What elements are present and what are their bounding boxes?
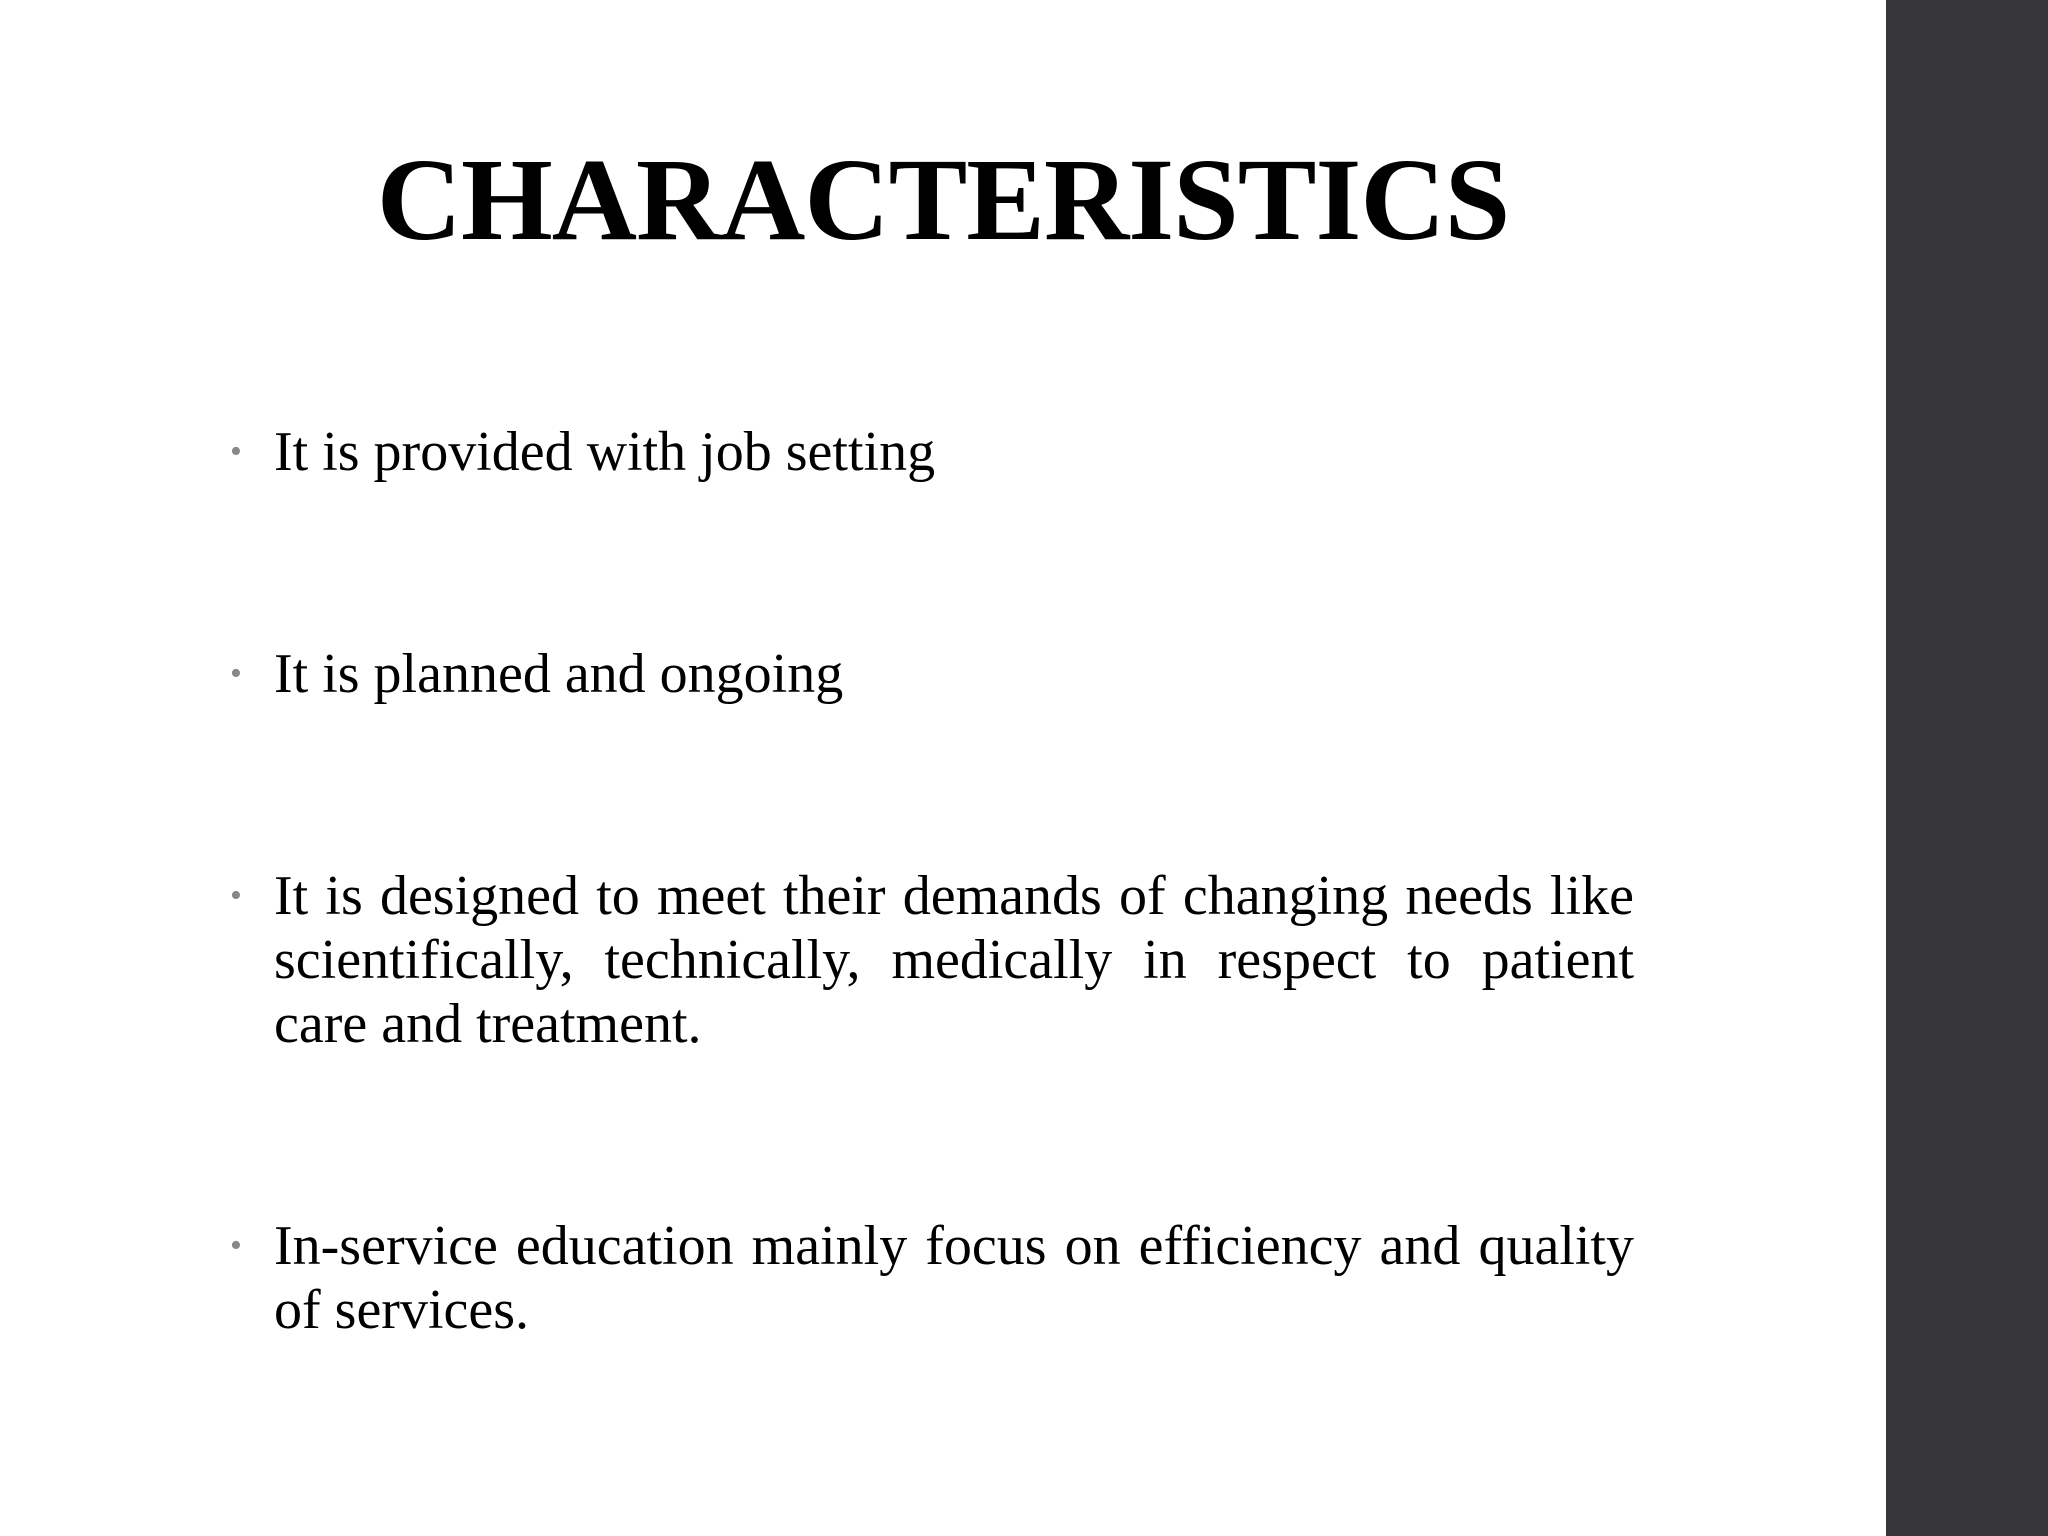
bullet-text: In-service education mainly focus on efficiency and quality of services. [274,1215,1634,1341]
slide-title: CHARACTERISTICS [376,134,1510,265]
bullet-text: It is provided with job setting [274,421,936,483]
bullet-dot-icon: • [230,655,242,692]
bullet-dot-icon: • [230,877,242,914]
bullet-text: It is designed to meet their demands of changing needs like scientifically, technically, medically in respect to patient care and treatment. [274,865,1634,1055]
bullet-text: It is planned and ongoing [274,643,844,705]
bullet-dot-icon: • [230,1227,242,1264]
bullet-dot-icon: • [230,433,242,470]
decorative-side-bar [1886,0,2048,1536]
